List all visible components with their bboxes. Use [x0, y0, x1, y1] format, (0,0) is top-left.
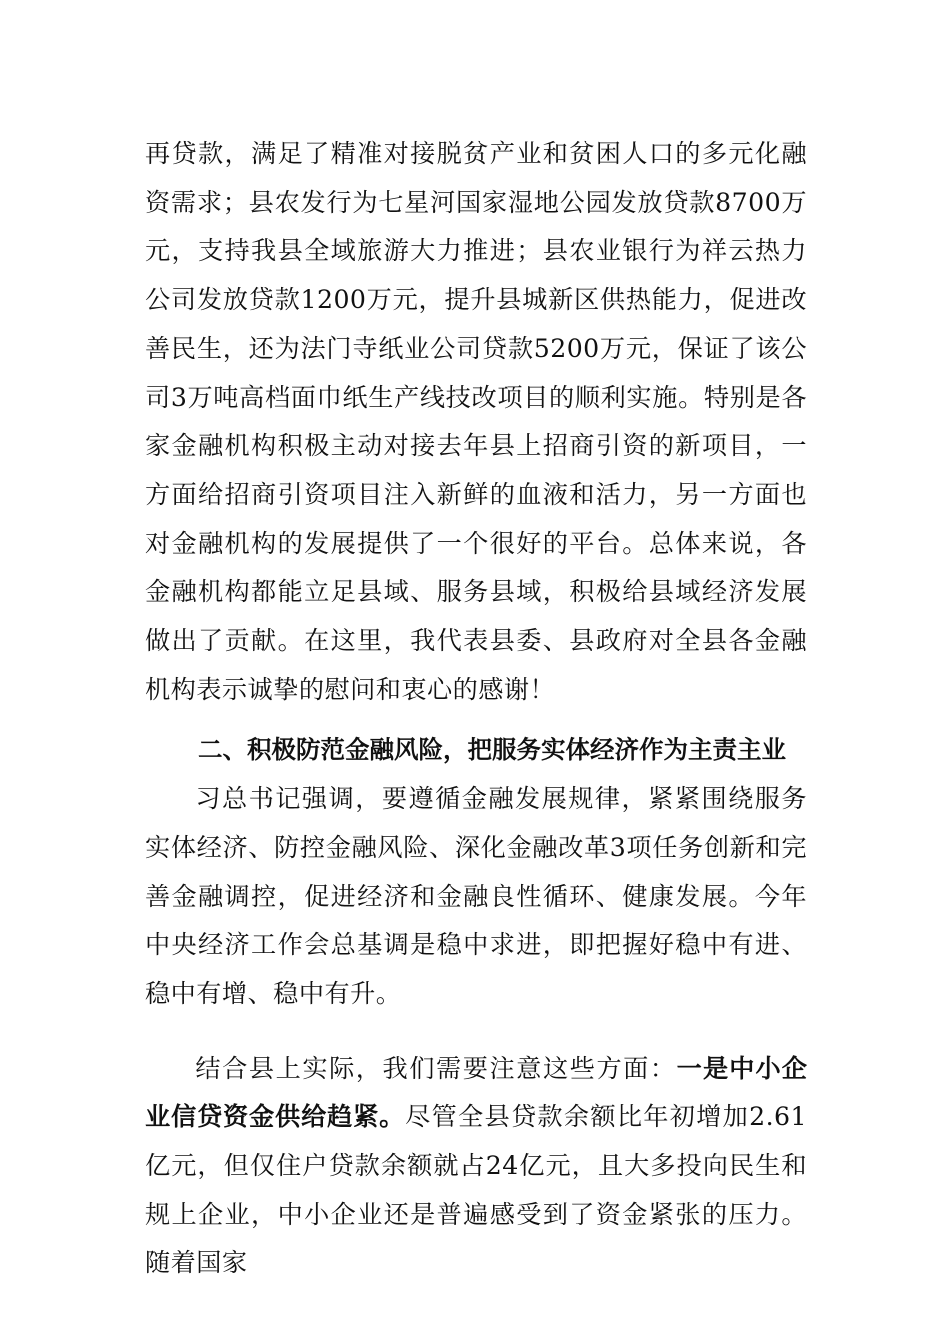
paragraph-spacer — [145, 1019, 807, 1045]
body-paragraph: 习总书记强调，要遵循金融发展规律，紧紧围绕服务实体经济、防控金融风险、深化金融改革3项任务创新和完善金融调控，促进经济和金融良性循环、健康发展。今年中央经济工作会总基调是稳中求进，即把握好稳中有进、稳中有增、稳中有升。 — [145, 784, 807, 1008]
document-page — [145, 130, 807, 1288]
paragraph-body-text: 尽管全县贷款余额比年初增加2.61亿元，但仅住户贷款余额就占24亿元，且大多投向民生和规上企业，中小企业还是普遍感受到了资金紧张的压力。随着国家 — [145, 1102, 808, 1278]
paragraph-intro-text: 结合县上实际，我们需要注意这些方面： — [195, 1053, 677, 1083]
body-paragraph — [145, 1045, 807, 1289]
emphasis-text: 一是中小企业信贷资金供给趋紧。 — [145, 1053, 807, 1132]
section-heading: 二、积极防范金融风险，把服务实体经济作为主责主业 — [198, 735, 786, 765]
paragraph-spacer — [145, 714, 807, 726]
body-paragraph: 再贷款，满足了精准对接脱贫产业和贫困人口的多元化融资需求；县农发行为七星河国家湿地公园发放贷款8700万元，支持我县全域旅游大力推进；县农业银行为祥云热力公司发放贷款1200万元，提升县城新区供热能力，促进改善民生，还为法门寺纸业公司贷款5200万元，保证了该公司3万吨高档面巾纸生产线技改项目的顺利实施。特别是各家金融机构积极主动对接去年县上招商引资的新项目，一方面给招商引资项目注入新鲜的血液和活力，另一方面也对金融机构的发展提供了一个很好的平台。总体来说，各金融机构都能立足县域、服务县域，积极给县域经济发展做出了贡献。在这里，我代表县委、县政府对全县各金融机构表示诚挚的慰问和衷心的感谢！ — [145, 139, 807, 704]
